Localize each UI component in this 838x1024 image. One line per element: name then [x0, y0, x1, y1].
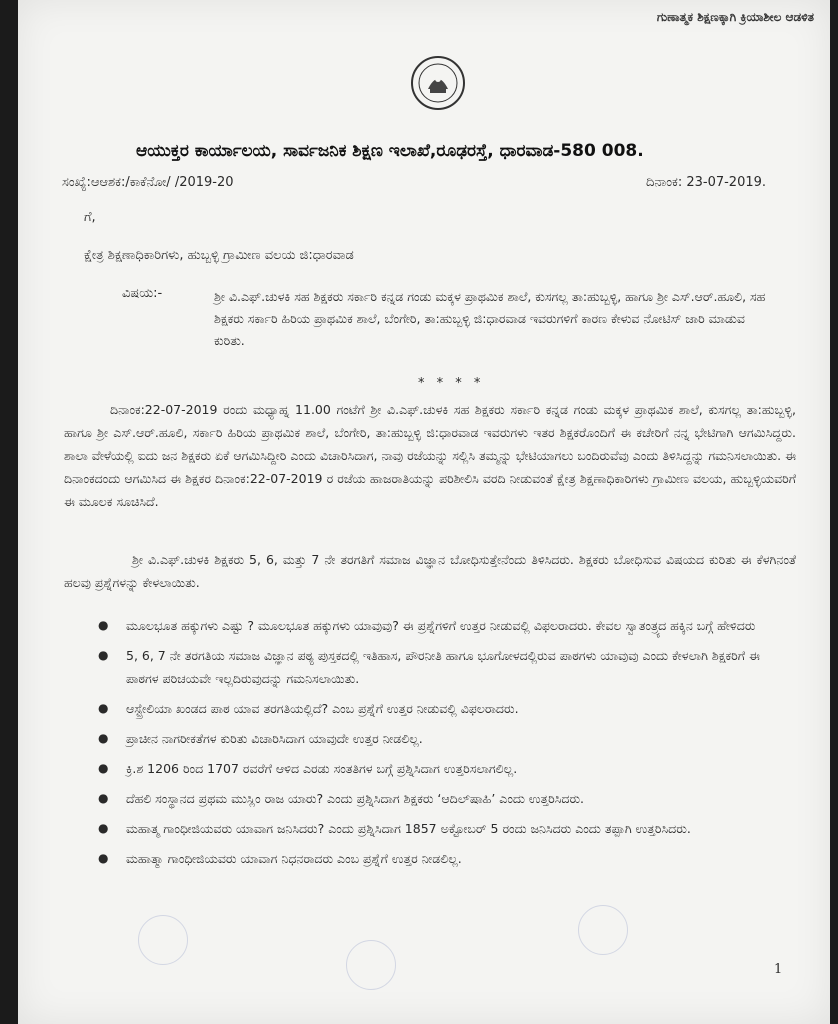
bullet-dot-icon: ● — [98, 851, 109, 865]
list-item-text: ಮಹಾತ್ಮಾ ಗಾಂಧೀಜಿಯವರು ಯಾವಾಗ ನಿಧನರಾದರು ಎಂಬ ಪ್ರಶ್ನೆಗೆ ಉತ್ತರ ನೀಡಲಿಲ್ಲ. — [126, 851, 462, 866]
bullet-dot-icon: ● — [98, 648, 109, 662]
bullet-dot-icon: ● — [98, 618, 109, 632]
list-item-text: ಪ್ರಾಚೀನ ನಾಗರೀಕತೆಗಳ ಕುರಿತು ವಿಚಾರಿಸಿದಾಗ ಯಾವುದೇ ಉತ್ತರ ನೀಡಲಿಲ್ಲ. — [126, 731, 423, 746]
list-item-text: ಕ್ರಿ.ಶ 1206 ರಿಂದ 1707 ರವರೆಗೆ ಆಳಿದ ಎರಡು ಸಂತತಿಗಳ ಬಗ್ಗೆ ಪ್ರಶ್ನಿಸಿದಾಗ ಉತ್ತರಿಸಲಾಗಲಿಲ್ಲ. — [126, 761, 518, 776]
office-title: ಆಯುಕ್ತರ ಕಾರ್ಯಾಲಯ, ಸಾರ್ವಜನಿಕ ಶಿಕ್ಷಣ ಇಲಾಖೆ,ರೂಢರಸ್ತೆ, ಧಾರವಾಡ-580 008. — [136, 141, 644, 161]
bullet-dot-icon: ● — [98, 821, 109, 835]
body-paragraph-2: ಶ್ರೀ ವಿ.ಎಫ್.ಚುಳಕಿ ಶಿಕ್ಷಕರು 5, 6, ಮತ್ತು 7 ನೇ ತರಗತಿಗೆ ಸಮಾಜ ವಿಜ್ಞಾನ ಬೋಧಿಸುತ್ತೇನೆಂದು ತಿಳಿಸಿದರು. ಶಿಕ್ಷಕರು ಬೋಧಿಸುವ ವಿಷಯದ ಕುರಿತು ಈ ಕೆಳಗಿನಂತೆ ಹಲವು ಪ್ರಶ್ನೆಗಳನ್ನು ಕೇಳಲಾಯಿತು. — [64, 552, 796, 590]
list-item — [98, 614, 794, 637]
faint-stamp-icon — [578, 905, 628, 955]
list-item-text: ಆಸ್ಟ್ರೇಲಿಯಾ ಖಂಡದ ಪಾಠ ಯಾವ ತರಗತಿಯಲ್ಲಿದೆ? ಎಂಬ ಪ್ರಶ್ನೆಗೆ ಉತ್ತರ ನೀಡುವಲ್ಲಿ ವಿಫಲರಾದರು. — [126, 701, 519, 716]
recipient: ಕ್ಷೇತ್ರ ಶಿಕ್ಷಣಾಧಿಕಾರಿಗಳು, ಹುಬ್ಬಳ್ಳಿ ಗ್ರಾಮೀಣ ವಲಯ ಜಿ:ಧಾರವಾಡ — [84, 248, 354, 263]
karnataka-government-seal-icon — [410, 55, 466, 111]
list-item-text: ದೆಹಲಿ ಸಂಸ್ಥಾನದ ಪ್ರಥಮ ಮುಸ್ಲಿಂ ರಾಜ ಯಾರು? ಎಂದು ಪ್ರಶ್ನಿಸಿದಾಗ ಶಿಕ್ಷಕರು ‘ಆದಿಲ್‌ಷಾಹಿ’ ಎಂದು ಉತ್ತರಿಸಿದರು. — [126, 791, 585, 806]
list-item-text: 5, 6, 7 ನೇ ತರಗತಿಯ ಸಮಾಜ ವಿಜ್ಞಾನ ಪಠ್ಯ ಪುಸ್ತಕದಲ್ಲಿ ಇತಿಹಾಸ, ಪೌರನೀತಿ ಹಾಗೂ ಭೂಗೋಳದಲ್ಲಿರುವ ಪಾಠಗಳು ಯಾವುವು ಎಂದು ಕೇಳಲಾಗಿ ಶಿಕ್ಷಕರಿಗೆ ಈ ಪಾಠಗಳ ಪರಿಚಯವೇ ಇಲ್ಲದಿರುವುದನ್ನು ಗಮನಿಸಲಾಯಿತು. — [126, 648, 760, 686]
body-paragraph-1: ದಿನಾಂಕ:22-07-2019 ರಂದು ಮಧ್ಯಾಹ್ನ 11.00 ಗಂಟೆಗೆ ಶ್ರೀ ವಿ.ಎಫ್.ಚುಳಕಿ ಸಹ ಶಿಕ್ಷಕರು ಸರ್ಕಾರಿ ಕನ್ನಡ ಗಂಡು ಮಕ್ಕಳ ಪ್ರಾಥಮಿಕ ಶಾಲೆ, ಕುಸಗಲ್ಲ ತಾ:ಹುಬ್ಬಳ್ಳಿ, ಹಾಗೂ ಶ್ರೀ ಎಸ್.ಆರ್.ಹೂಲಿ, ಸರ್ಕಾರಿ ಹಿರಿಯ ಪ್ರಾಥಮಿಕ ಶಾಲೆ, ಬೆಂಗೇರಿ, ತಾ:ಹುಬ್ಬಳ್ಳಿ ಜಿ:ಧಾರವಾಡ ಇವರುಗಳು ಇತರ ಶಿಕ್ಷಕರೊಂದಿಗೆ ಈ ಕಚೇರಿಗೆ ನನ್ನ ಭೇಟಿಗಾಗಿ ಆಗಮಿಸಿದ್ದರು. ಶಾಲಾ ವೇಳೆಯಲ್ಲಿ ಐದು ಜನ ಶಿಕ್ಷಕರು ಏಕೆ ಆಗಮಿಸಿದ್ದೀರಿ ಎಂದು ವಿಚಾರಿಸಿದಾಗ, ನಾವು ರಜೆಯನ್ನು ಸಲ್ಲಿಸಿ ತಮ್ಮನ್ನು ಭೇಟಿಯಾಗಲು ಬಂದಿರುವೆವು ಎಂದು ತಿಳಿಸಿದ್ದನ್ನು ಗಮನಿಸಲಾಯಿತು. ಈ ದಿನಾಂಕದಂದು ಆಗಮಿಸಿದ ಈ ಶಿಕ್ಷಕರ ದಿನಾಂಕ:22-07-2019 ರ ರಜೆಯ ಹಾಜರಾತಿಯನ್ನು ಪರಿಶೀಲಿಸಿ ವರದಿ ನೀಡುವಂತೆ ಕ್ಷೇತ್ರ ಶಿಕ್ಷಣಾಧಿಕಾರಿಗಳು ಗ್ರಾಮೀಣ ವಲಯ, ಹುಬ್ಬಳ್ಳಿಯವರಿಗೆ ಈ ಮೂಲಕ ಸೂಚಿಸಿದೆ. — [64, 402, 796, 509]
reference-number: ಸಂಖ್ಯೆ:ಆಆಶಕ:/ಕಾಕೆನೋ/ /2019-20 — [62, 175, 234, 190]
bullet-dot-icon: ● — [98, 761, 109, 775]
subject-label: ವಿಷಯ:- — [122, 286, 163, 301]
list-item-text: ಮೂಲಭೂತ ಹಕ್ಕುಗಳು ಎಷ್ಟು ? ಮೂಲಭೂತ ಹಕ್ಕುಗಳು ಯಾವುವು? ಈ ಪ್ರಶ್ನೆಗಳಿಗೆ ಉತ್ತರ ನೀಡುವಲ್ಲಿ ವಿಫಲರಾದರು. ಕೇವಲ ಸ್ವಾತಂತ್ರ್ಯದ ಹಕ್ಕಿನ ಬಗ್ಗೆ ಹೇಳಿದರು — [126, 618, 756, 633]
separator: * * * * — [418, 376, 485, 391]
list-item — [98, 847, 794, 870]
list-item — [98, 727, 794, 750]
list-item — [98, 787, 794, 810]
question-list — [98, 614, 794, 877]
bullet-dot-icon: ● — [98, 731, 109, 745]
bullet-dot-icon: ● — [98, 791, 109, 805]
document-page — [18, 0, 830, 1024]
list-item-text: ಮಹಾತ್ಮ ಗಾಂಧೀಜಿಯವರು ಯಾವಾಗ ಜನಿಸಿದರು? ಎಂದು ಪ್ರಶ್ನಿಸಿದಾಗ 1857 ಅಕ್ಟೋಬರ್ 5 ರಂದು ಜನಿಸಿದರು ಎಂದು ತಪ್ಪಾಗಿ ಉತ್ತರಿಸಿದರು. — [126, 821, 691, 836]
salutation: ಗೆ, — [84, 210, 96, 225]
page-number: 1 — [774, 962, 783, 977]
list-item — [98, 817, 794, 840]
bullet-dot-icon: ● — [98, 701, 109, 715]
letter-date: ದಿನಾಂಕ: 23-07-2019. — [646, 175, 767, 190]
faint-stamp-icon — [138, 915, 188, 965]
list-item — [98, 644, 794, 690]
faint-stamp-icon — [346, 940, 396, 990]
list-item — [98, 757, 794, 780]
list-item — [98, 697, 794, 720]
header-slogan: ಗುಣಾತ್ಮಕ ಶಿಕ್ಷಣಕ್ಕಾಗಿ ಕ್ರಿಯಾಶೀಲ ಆಡಳಿತ — [656, 10, 814, 24]
subject-text: ಶ್ರೀ ವಿ.ಎಫ್.ಚುಳಕಿ ಸಹ ಶಿಕ್ಷಕರು ಸರ್ಕಾರಿ ಕನ್ನಡ ಗಂಡು ಮಕ್ಕಳ ಪ್ರಾಥಮಿಕ ಶಾಲೆ, ಕುಸಗಲ್ಲ ತಾ:ಹುಬ್ಬಳ್ಳಿ, ಹಾಗೂ ಶ್ರೀ ಎಸ್.ಆರ್.ಹೂಲಿ, ಸಹ ಶಿಕ್ಷಕರು ಸರ್ಕಾರಿ ಹಿರಿಯ ಪ್ರಾಥಮಿಕ ಶಾಲೆ, ಬೆಂಗೇರಿ, ತಾ:ಹುಬ್ಬಳ್ಳಿ ಜಿ:ಧಾರವಾಡ ಇವರುಗಳಿಗೆ ಕಾರಣ ಕೇಳುವ ನೋಟಿಸ್ ಜಾರಿ ಮಾಡುವ ಕುರಿತು. — [214, 289, 766, 348]
